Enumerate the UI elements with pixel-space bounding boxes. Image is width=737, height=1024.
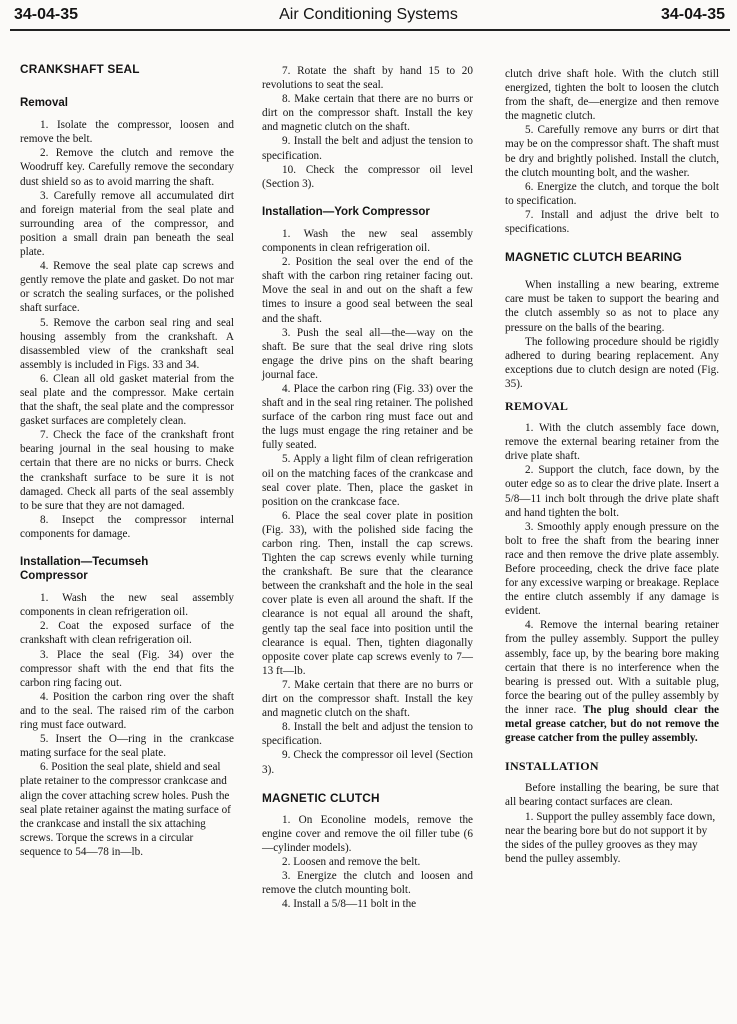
clutch-step-1: 1. On Econoline models, remove the engine cover and remove the oil filler tube (6—cylinder models).	[262, 813, 473, 854]
heading-magnetic-clutch: MAGNETIC CLUTCH	[262, 790, 380, 805]
header-rule	[10, 29, 730, 31]
york-step-7: 7. Make certain that there are no burrs or dirt on the compressor shaft. Install the key and magnetic clutch on the shaft.	[262, 678, 473, 720]
bearing-intro-2: The following procedure should be rigidly adhered to during bearing replacement. Any exceptions due to clutch design are noted (Fig. 35).	[505, 335, 719, 390]
page-title: Air Conditioning Systems	[279, 6, 458, 23]
removal-step-3: 3. Carefully remove all accumulated dirt and foreign material from the seal plate and surrounding area of the compressor, and position a small drain pan beneath the seal plate.	[20, 189, 234, 259]
tecumseh-step-2: 2. Coat the exposed surface of the crankshaft with clean refrigeration oil.	[20, 620, 234, 647]
removal-step-4: 4. Remove the seal plate cap screws and gently remove the plate and gasket. Do not mar or scratch the sealing surfaces, or the polished shaft surface.	[20, 260, 234, 315]
heading-removal: Removal	[20, 97, 68, 110]
tecumseh-step-6: 6. Position the seal plate, shield and seal plate retainer to the compressor crankcase and align the cover attaching screw holes. Push the seal plate retainer against the mating surface of the crankcase and install the six attaching screws. Torque the screws in a circular sequence to 54—78 in—lb.	[20, 761, 231, 858]
heading-magnetic-clutch-bearing: MAGNETIC CLUTCH BEARING	[505, 250, 682, 265]
tecumseh-step-1: 1. Wash the new seal assembly components in clean refrigeration oil.	[20, 592, 234, 619]
bearing-removal-step-1: 1. With the clutch assembly face down, remove the external bearing retainer from the drive plate shaft.	[505, 422, 719, 463]
tecumseh-step-5: 5. Insert the O—ring in the crankcase mating surface for the seal plate.	[20, 733, 234, 760]
removal-step-8: 8. Insepct the compressor internal components for damage.	[20, 513, 234, 540]
removal-step-2: 2. Remove the clutch and remove the Woodruff key. Carefully remove the secondary dust shield so as to avoid marring the shaft.	[20, 147, 234, 188]
bearing-removal-step-4-warning: The plug should clear the metal grease catcher, but do not remove the grease catcher from the pulley assembly.	[505, 703, 720, 745]
york-step-2: 2. Position the seal over the end of the shaft with the carbon ring retainer facing out. Move the seal in and out on the shaft a few times to insure a good seal between the seal and the shaft.	[262, 256, 473, 325]
york-step-5: 5. Apply a light film of clean refrigeration oil on the matching faces of the crankcase and seal cover plate. Then, place the gasket in position on the crankcase face.	[262, 453, 473, 508]
column-3	[505, 67, 719, 866]
removal-step-7: 7. Check the face of the crankshaft front bearing journal in the seal housing to make certain that there are no nicks or burrs. Check the crankshaft surface to be sure it is not damaged. Check all parts of the seal assembly to be sure that they are not damaged.	[20, 429, 234, 512]
tecumseh-step-8: 8. Make certain that there are no burrs or dirt on the compressor shaft. Install the key and magnetic clutch on the shaft.	[262, 93, 473, 134]
clutch-step-4-continued: clutch drive shaft hole. With the clutch still energized, tighten the bolt to loosen the clutch from the shaft, de—energize and then remove the magnetic clutch.	[505, 68, 719, 123]
bearing-intro-1: When installing a new bearing, extreme care must be taken to support the bearing and the clutch assembly so as not to place any pressure on the balls of the bearing.	[505, 279, 719, 334]
york-step-4: 4. Place the carbon ring (Fig. 33) over the shaft and in the seal ring retainer. The polished surface of the carbon ring must face out and the lugs must engage the ring retainer and be fully seated.	[262, 382, 473, 452]
removal-step-6: 6. Clean all old gasket material from the seal plate and the compressor. Make certain that the shaft, the seal plate and the compressor gasket surfaces are completely clean.	[20, 372, 234, 428]
clutch-step-6: 6. Energize the clutch, and torque the bolt to specification.	[505, 180, 719, 207]
heading-crankshaft-seal: CRANKSHAFT SEAL	[20, 62, 140, 76]
clutch-step-2: 2. Loosen and remove the belt.	[282, 855, 421, 868]
heading-bearing-installation: INSTALLATION	[505, 759, 599, 774]
clutch-step-7: 7. Install and adjust the drive belt to specifications.	[505, 208, 719, 236]
page-number-left: 34-04-35	[14, 6, 79, 23]
heading-installation-york: Installation—York Compressor	[262, 205, 430, 218]
york-step-6: 6. Place the seal cover plate in position (Fig. 33), with the polished side facing the carbon ring. Then, install the cap screws. Tighten the cap screws evenly while turning the crankshaft. Be sure that the clearance between the crankshaft and the hole in the seal cover plate is even all around the shaft. If the clearance is not equal all around the shaft, gently tap the seal face into position until the clearance is equal. Then, tighten diagonally opposite cover plate cap screws evenly to 7—13 ft—lb.	[262, 509, 473, 677]
bearing-removal-step-3: 3. Smoothly apply enough pressure on the bolt to free the shaft from the bearing inner race and then remove the drive plate assembly. Before proceeding, check the drive face plate for any excessive warping or breakage. Replace the entire clutch assembly if any damage is evident.	[505, 520, 720, 618]
york-step-3: 3. Push the seal all—the—way on the shaft. Be sure that the seal drive ring slots engage the drive pins on the shaft bearing journal face.	[262, 326, 473, 381]
tecumseh-step-7: 7. Rotate the shaft by hand 15 to 20 revolutions to seat the seal.	[262, 65, 473, 92]
tecumseh-step-10: 10. Check the compressor oil level (Section 3).	[262, 163, 473, 190]
removal-step-1: 1. Isolate the compressor, loosen and remove the belt.	[20, 119, 234, 146]
heading-installation-tecumseh: Installation—Tecumseh	[20, 556, 149, 568]
removal-step-5: 5. Remove the carbon seal ring and seal housing assembly from the crankshaft. A disassembled view of the crankshaft seal assembly is included in Figs. 33 and 34.	[20, 316, 234, 371]
bearing-removal-step-2: 2. Support the clutch, face down, by the outer edge so as to clear the drive plate. Insert a 5/8—11 inch bolt through the drive plate shaft and hand tighten the bolt.	[505, 464, 719, 519]
tecumseh-step-3: 3. Place the seal (Fig. 34) over the compressor shaft with the end that fits the carbon ring facing out.	[20, 648, 234, 689]
heading-installation-tecumseh-compressor: Compressor	[20, 570, 88, 583]
column-2	[262, 64, 473, 911]
clutch-step-4: 4. Install a 5/8—11 bolt in the	[282, 898, 417, 911]
tecumseh-step-4: 4. Position the carbon ring over the shaft and to the seal. The raised rim of the carbon ring must face outward.	[20, 690, 234, 732]
bearing-removal-step-4	[505, 618, 719, 745]
heading-bearing-removal: REMOVAL	[505, 398, 569, 413]
york-step-1: 1. Wash the new seal assembly components in clean refrigeration oil.	[262, 227, 473, 255]
clutch-step-5: 5. Carefully remove any burrs or dirt that may be on the compressor shaft. The shaft must be dry and brightly polished. Install the clutch, the clutch mounting bolt, and the washer.	[505, 124, 719, 179]
york-step-8: 8. Install the belt and adjust the tension to specification.	[262, 721, 473, 748]
york-step-9: 9. Check the compressor oil level (Section 3).	[262, 749, 473, 776]
tecumseh-step-9: 9. Install the belt and adjust the tension to specification.	[262, 135, 473, 162]
column-1	[20, 62, 234, 859]
clutch-step-3: 3. Energize the clutch and loosen and remove the clutch mounting bolt.	[262, 870, 473, 897]
page-number-right: 34-04-35	[660, 6, 725, 23]
bearing-installation-step-1: 1. Support the pulley assembly face down, near the bearing bore but do not support it by the sides of the pulley grooves as they may bend the pulley assembly.	[505, 810, 716, 865]
bearing-removal-step-4-text: 4. Remove the internal bearing retainer from the pulley assembly. Support the pulley assembly, face up, by the bearing bore making certain that there is no interference when the bearing is pressed out. With a suitable plug, force the bearing out of the pulley assembly by the inner race.	[505, 619, 719, 716]
bearing-installation-intro: Before installing the bearing, be sure that all bearing contact surfaces are clean.	[505, 782, 719, 809]
